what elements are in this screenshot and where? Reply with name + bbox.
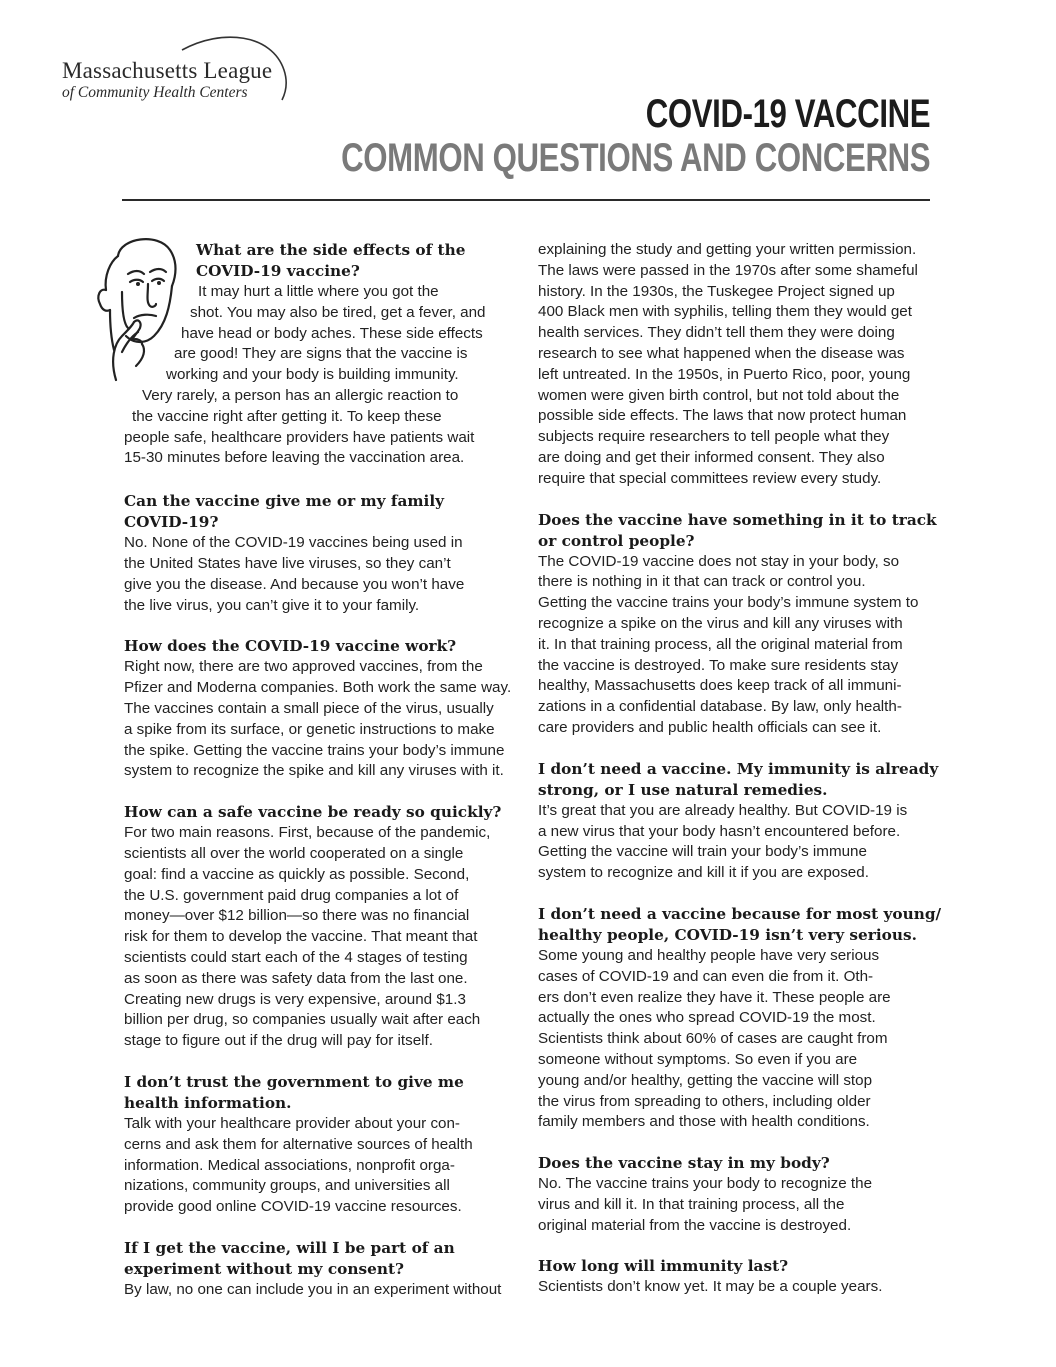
answer-text: No. The vaccine trains your body to recognize the virus and kill it. In that training process, all the original material from the vaccine is destroyed. — [538, 1175, 873, 1234]
answer-text: Scientists don’t know yet. It may be a couple years. — [538, 1278, 883, 1296]
header-divider — [122, 199, 930, 201]
answer-text: Right now, there are two approved vaccines, from the Pfizer and Moderna companies. Both work the same way. The vaccines contain a small piece of the virus, usually a spike from its surface, or genetic instructions to make the spike. Getting the vaccine trains your body’s immune system to recognize the spike and kill any viruses with it. — [124, 658, 512, 780]
question-heading: If I get the vaccine, will I be part of an experiment without my consent? — [124, 1238, 455, 1278]
faq-item — [538, 1256, 933, 1298]
answer-text: Some young and healthy people have very serious cases of COVID-19 and can even die from it. Oth- ers don’t even realize they have it. These people are actually the ones who spread COVID-19 the most. Scientists think about 60% of cases are caught from someone without symptoms. So even if you are young and/or healthy, getting the vaccine will stop the virus from spreading to others, including older family members and those with health conditions. — [538, 946, 891, 1131]
logo-tagline: of Community Health Centers — [62, 84, 248, 101]
answer-text: It’s great that you are already healthy. But COVID-19 is a new virus that your body hasn’t encountered before. Getting the vaccine will train your body’s immune system to recognize and kill it if you are exposed. — [538, 801, 908, 882]
faq-item — [124, 636, 519, 782]
question-heading: I don’t need a vaccine because for most young/ healthy people, COVID-19 isn’t very serious. — [538, 904, 942, 944]
answer-text: Talk with your healthcare provider about your con- cerns and ask them for alternative sources of health information. Medical associations, nonprofit orga- nizations, community groups, and universities all provide good online COVID-19 vaccine resources. — [124, 1114, 473, 1216]
faq-item — [538, 1153, 933, 1236]
question-heading: Can the vaccine give me or my family COVID-19? — [124, 492, 445, 532]
faq-item — [124, 240, 519, 469]
question-heading: How does the COVID-19 vaccine work? — [124, 637, 457, 656]
faq-item — [124, 491, 519, 616]
faq-item — [124, 802, 519, 1052]
page-title — [175, 92, 930, 180]
question-heading: What are the side effects of the COVID-19 vaccine? — [196, 241, 466, 280]
title-subtitle: COMMON QUESTIONS AND CONCERNS — [340, 136, 930, 180]
faq-item — [124, 1072, 519, 1218]
question-heading: Does the vaccine have something in it to track or control people? — [538, 510, 937, 550]
left-column — [124, 240, 519, 1301]
right-column — [538, 240, 942, 1298]
question-heading: Does the vaccine stay in my body? — [538, 1154, 830, 1173]
answer-text: The COVID-19 vaccine does not stay in your body, so there is nothing in it that can track or control you. Getting the vaccine trains your body’s immune system to recognize a spike on the virus and kill any viruses with it. In that training process, all the original material from the vaccine is destroyed. To make sure residents stay healthy, Massachusetts does keep track of all immuni- zations in a confidential database. By law, only health- care providers and public health officials can see it. — [538, 552, 919, 736]
faq-item — [538, 510, 937, 739]
faq-item — [124, 1238, 519, 1301]
answer-text: explaining the study and getting your written permission. The laws were passed in the 1970s after some shameful history. In the 1930s, the Tuskegee Project signed up 400 Black men with syphilis, telling them they would get health services. They didn’t tell them they were doing research to see what happened when the disease was left untreated. In the 1950s, in Puerto Rico, poor, young women were given birth control, but not told about the possible side effects. The laws that now protect human subjects require researchers to tell people what they are doing and get their informed consent. They also require that special committees review every study. — [538, 241, 918, 487]
answer-text: No. None of the COVID-19 vaccines being used in the United States have live viruses, so they can’t give you the disease. And because you won’t have the live virus, you can’t give it to your family. — [124, 534, 465, 614]
answer-text: By law, no one can include you in an experiment without — [124, 1280, 502, 1298]
answer-text: It may hurt a little where you got the shot. You may also be tired, get a fever, and have head or body aches. These side effects are good! They are signs that the vaccine is working and your body is building immunity. Very rarely, a person has an allergic reaction to the vaccine right after getting it. To keep these people safe, healthcare providers have patients wait 15-30 minutes before leaving the vaccination area. — [124, 283, 486, 467]
faq-item — [538, 904, 942, 1133]
logo-name: Massachusetts League — [62, 58, 273, 83]
question-heading: I don’t trust the government to give me health information. — [124, 1072, 464, 1112]
question-heading: How can a safe vaccine be ready so quickly? — [124, 803, 502, 822]
answer-text: For two main reasons. First, because of the pandemic, scientists all over the world cooperated on a single goal: find a vaccine as quickly as possible. Second, the U.S. government paid drug companies a lot of money—over $12 billion—so there was no financial risk for them to develop the vaccine. That meant that scientists could start each of the 4 stages of testing as soon as there was safety data from the last one. Creating new drugs is very expensive, around $1.3 billion per drug, so companies usually wait after each stage to figure out if the drug will pay for itself. — [124, 824, 491, 1050]
question-heading: I don’t need a vaccine. My immunity is already strong, or I use natural remedies. — [538, 759, 939, 799]
faq-item — [538, 759, 939, 884]
title-main: COVID-19 VACCINE — [645, 92, 930, 136]
faq-item-continued — [538, 240, 933, 490]
question-heading: How long will immunity last? — [538, 1257, 789, 1276]
